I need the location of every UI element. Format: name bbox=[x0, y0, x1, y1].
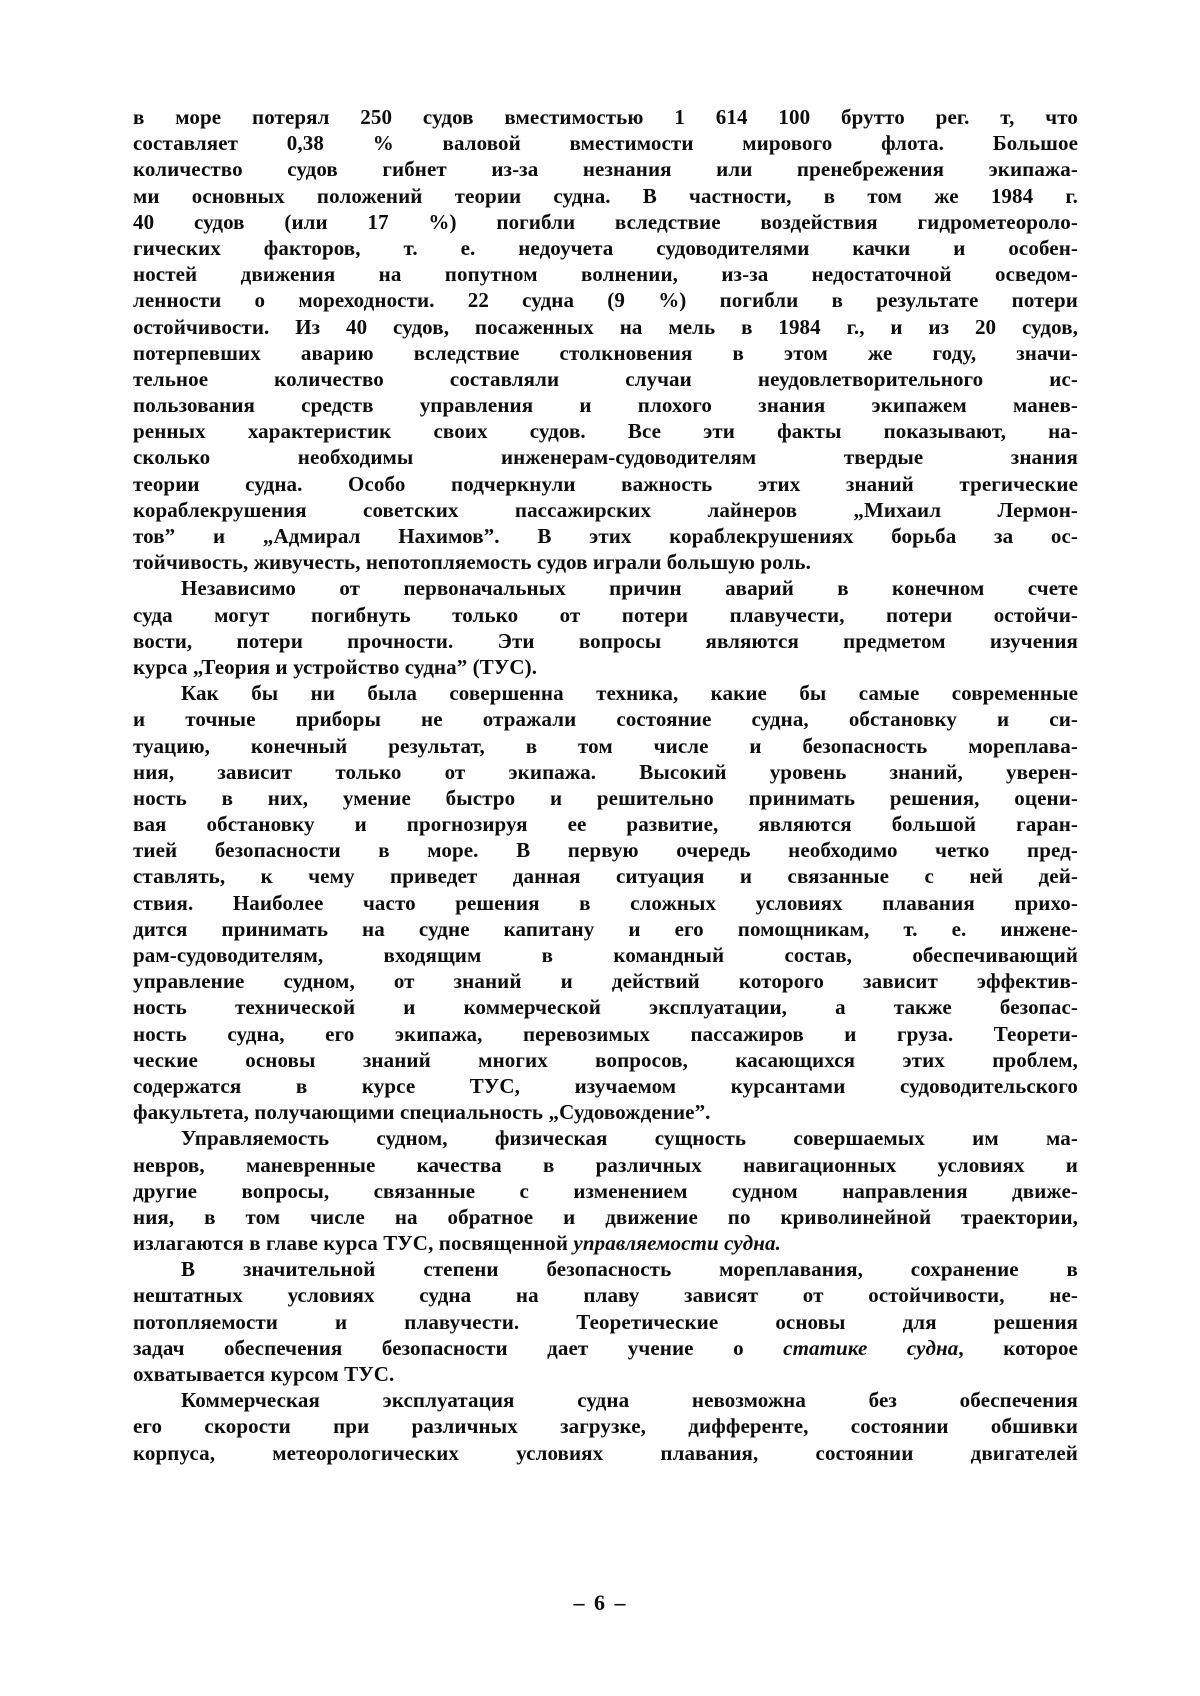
text-line: гических факторов, т. е. недоучета судоводителями качки и особен- bbox=[133, 235, 1078, 260]
text-line: остойчивости. Из 40 судов, посаженных на мель в 1984 г., и из 20 судов, bbox=[133, 314, 1078, 339]
page-number: – 6 – bbox=[573, 1590, 628, 1615]
text-line: потерпевших аварию вследствие столкновения в этом же году, значи- bbox=[133, 340, 1078, 365]
text-line: туацию, конечный результат, в том числе и безопасность мореплава- bbox=[133, 733, 1078, 758]
text-line: тойчивость, живучесть, непотопляемость судов играли большую роль. bbox=[133, 550, 811, 575]
text-line: ния, зависит только от экипажа. Высокий уровень знаний, уверен- bbox=[133, 759, 1078, 784]
text-line: В значительной степени безопасность мореплавания, сохранение в bbox=[181, 1257, 1078, 1282]
text-line: теории судна. Особо подчеркнули важность этих знаний трегические bbox=[133, 471, 1078, 496]
text-line: ность судна, его экипажа, перевозимых пассажиров и груза. Теорети- bbox=[133, 1021, 1078, 1046]
text-line: ствия. Наиболее часто решения в сложных условиях плавания прихо- bbox=[133, 890, 1078, 915]
text-line bbox=[133, 1230, 1078, 1256]
text-line: факультета, получающими специальность „Судовождение”. bbox=[133, 1100, 711, 1125]
text-line: суда могут погибнуть только от потери плавучести, потери остойчи- bbox=[133, 602, 1078, 627]
text-line: Как бы ни была совершенна техника, какие бы самые современные bbox=[181, 681, 1078, 706]
text-line: сколько необходимы инженерам-судоводителям твердые знания bbox=[133, 445, 1078, 470]
text-line: дится принимать на судне капитану и его помощникам, т. е. инжене- bbox=[133, 916, 1078, 941]
italic-term: управляемости судна. bbox=[573, 1231, 781, 1256]
text-segment: задач обеспечения безопасности дает учение о bbox=[133, 1335, 784, 1360]
text-line: вости, потери прочности. Эти вопросы являются предметом изучения bbox=[133, 628, 1078, 653]
text-segment: излагаются в главе курса ТУС, посвященной bbox=[133, 1231, 574, 1256]
text-line: тов” и „Адмирал Нахимов”. В этих кораблекрушениях борьба за ос- bbox=[133, 524, 1078, 548]
text-line: потопляемости и плавучести. Теоретические основы для решения bbox=[133, 1309, 1078, 1334]
text-line: ленности о мореходности. 22 судна (9 %) погибли в результате потери bbox=[133, 288, 1078, 313]
text-line: составляет 0,38 % валовой вместимости мирового флота. Большое bbox=[133, 131, 1078, 156]
text-line: ностей движения на попутном волнении, из-за недостаточной осведом- bbox=[133, 262, 1078, 287]
text-line: ческие основы знаний многих вопросов, касающихся этих проблем, bbox=[133, 1047, 1078, 1072]
text-line: невров, маневренные качества в различных навигационных условиях и bbox=[133, 1152, 1078, 1177]
text-line: ность в них, умение быстро и решительно принимать решения, оцени- bbox=[133, 785, 1078, 810]
text-line: другие вопросы, связанные с изменением судном направления движе- bbox=[133, 1178, 1078, 1203]
text-line: ренных характеристик своих судов. Все эти факты показывают, на- bbox=[133, 419, 1078, 444]
text-line: ставлять, к чему приведет данная ситуация и связанные с ней дей- bbox=[133, 864, 1078, 889]
text-line: и точные приборы не отражали состояние судна, обстановку и си- bbox=[133, 707, 1078, 732]
body-text-block bbox=[133, 104, 1078, 1466]
text-line: тельное количество составляли случаи неудовлетворительного ис- bbox=[133, 366, 1078, 391]
text-line: тией безопасности в море. В первую очередь необходимо четко пред- bbox=[133, 838, 1078, 863]
text-line: Независимо от первоначальных причин аварий в конечном счете bbox=[181, 576, 1078, 601]
text-line: охватывается курсом ТУС. bbox=[133, 1362, 395, 1386]
italic-term: статике судна bbox=[783, 1335, 959, 1360]
text-line: количество судов гибнет из-за незнания или пренебрежения экипажа- bbox=[133, 157, 1078, 182]
text-line: ми основных положений теории судна. В частности, в том же 1984 г. bbox=[133, 183, 1078, 208]
text-line: Коммерческая эксплуатация судна невозможна без обеспечения bbox=[181, 1388, 1078, 1413]
text-line: содержатся в курсе ТУС, изучаемом курсантами судоводительского bbox=[133, 1073, 1078, 1098]
text-line: вая обстановку и прогнозируя ее развитие, являются большой гаран- bbox=[133, 812, 1078, 837]
text-line: в море потерял 250 судов вместимостью 1 614 100 брутто рег. т, что bbox=[133, 105, 1078, 129]
text-line: управление судном, от знаний и действий которого зависит эффектив- bbox=[133, 969, 1078, 994]
text-line: курса „Теория и устройство судна” (ТУС). bbox=[133, 654, 538, 679]
text-line: нештатных условиях судна на плаву зависят от остойчивости, не- bbox=[133, 1283, 1078, 1308]
text-line: пользования средств управления и плохого знания экипажем манев- bbox=[133, 393, 1078, 418]
text-line: 40 судов (или 17 %) погибли вследствие воздействия гидрометеороло- bbox=[133, 209, 1078, 234]
text-line: ния, в том числе на обратное и движение по криволинейной траектории, bbox=[133, 1204, 1078, 1229]
text-line: его скорости при различных загрузке, дифференте, состоянии обшивки bbox=[133, 1414, 1078, 1439]
text-line: корпуса, метеорологических условиях плавания, состоянии двигателей bbox=[133, 1440, 1078, 1465]
text-line: кораблекрушения советских пассажирских лайнеров „Михаил Лермон- bbox=[133, 497, 1078, 522]
text-line bbox=[133, 1335, 1078, 1361]
text-line: Управляемость судном, физическая сущность совершаемых им ма- bbox=[181, 1126, 1078, 1151]
text-line: рам-судоводителям, входящим в командный состав, обеспечивающий bbox=[133, 943, 1078, 967]
text-line: ность технической и коммерческой эксплуатации, а также безопас- bbox=[133, 995, 1078, 1020]
text-segment: , которое bbox=[958, 1335, 1078, 1360]
